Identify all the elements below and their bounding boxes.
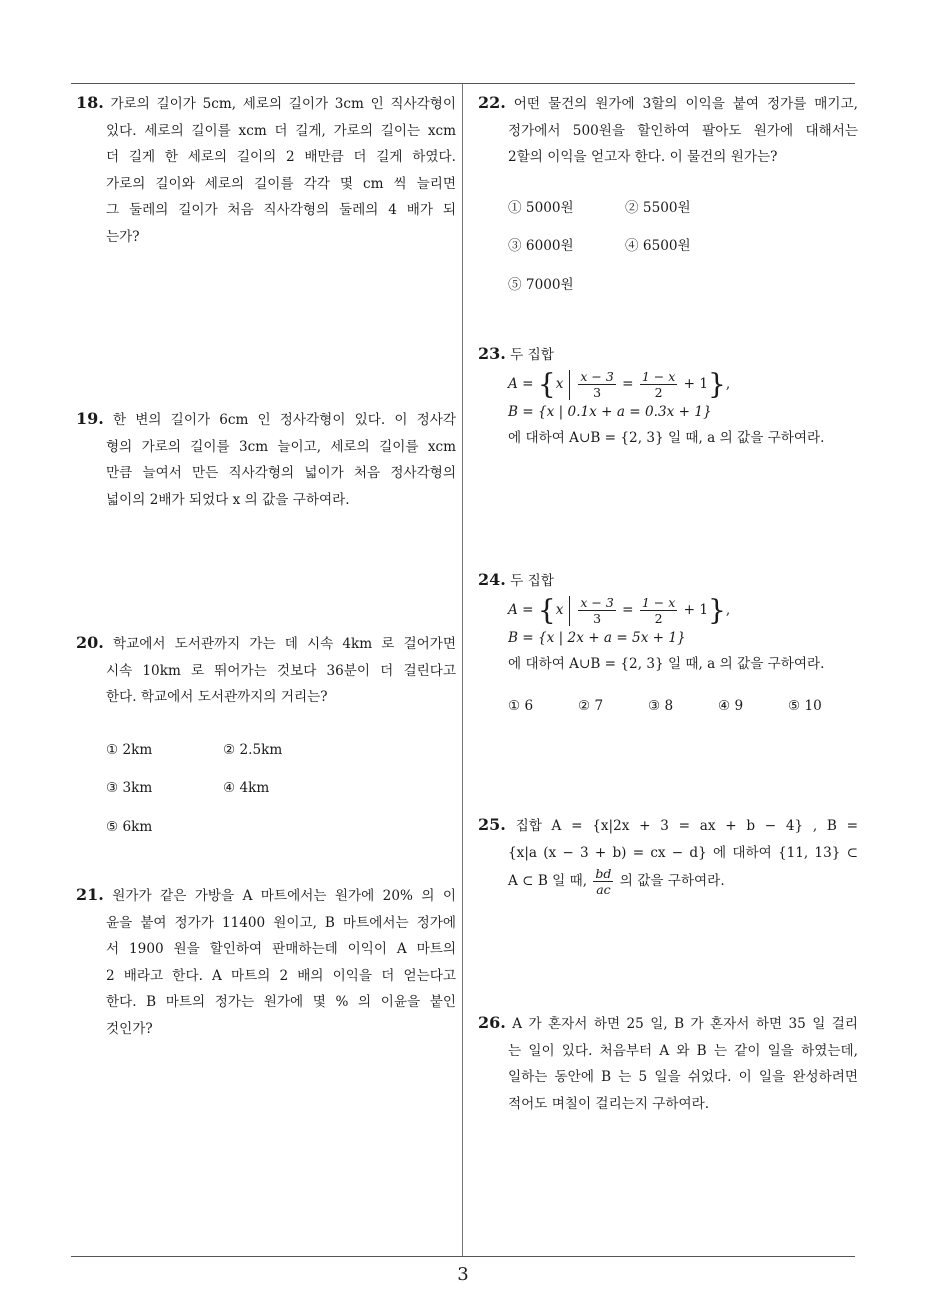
q24-set-a: A = {x $\frac{x - 3}{3}$ = $\frac{1 - x}{2}$ + 1}, — [508, 593, 731, 627]
q18-number: 18. — [76, 93, 104, 112]
q22-line-2: 정가에서 500원을 할인하여 팔아도 원가에 대해서는 — [508, 122, 858, 139]
q25-line-1: 25. 집합 A = {x|2x + 3 = ax + b − 4} , B = — [478, 815, 859, 834]
question-22 — [478, 90, 858, 298]
question-18 — [76, 90, 456, 250]
q22-number: 22. — [478, 93, 506, 112]
question-20 — [76, 630, 456, 840]
q19-line-3: 만큼 늘여서 만든 직사각형의 넓이가 처음 정사각형의 — [106, 465, 456, 481]
q21-line-3: 서 1900 원을 할인하여 판매하는데 이익이 A 마트의 — [106, 941, 456, 957]
q19-line-1: 19. 한 변의 길이가 6cm 인 정사각형이 있다. 이 정사각 — [76, 409, 456, 428]
q20-option-1[interactable]: ① 2km — [106, 741, 153, 758]
question-19 — [76, 406, 456, 513]
question-26 — [478, 1010, 858, 1117]
q21-number: 21. — [76, 885, 104, 904]
q18-line-5: 그 둘레의 길이가 처음 직사각형의 둘레의 4 배가 되 — [106, 202, 456, 218]
q20-option-4[interactable]: ④ 4km — [223, 780, 270, 796]
q18-line-2: 있다. 세로의 길이를 xcm 더 길게, 가로의 길이는 xcm — [106, 122, 456, 139]
q26-line-4: 적어도 며칠이 걸리는지 구하여라. — [508, 1095, 710, 1112]
question-25 — [478, 812, 858, 897]
q26-line-2: 는 일이 있다. 처음부터 A 와 B 는 같이 일을 하였는데, — [508, 1042, 858, 1059]
q20-option-2[interactable]: ② 2.5km — [223, 741, 283, 758]
q18-line-3: 더 길게 한 세로의 길이의 2 배만큼 더 길게 하였다. — [106, 149, 456, 165]
q22-option-4[interactable]: ④ 6500원 — [625, 238, 691, 254]
q22-line-1: 22. 어떤 물건의 원가에 3할의 이익을 붙여 정가를 매기고, — [478, 93, 858, 112]
q23-number: 23. — [478, 344, 506, 363]
q23-fraction-1: $\frac{x - 3}{3}$ — [580, 369, 614, 400]
q22-option-5[interactable]: ⑤ 7000원 — [508, 276, 574, 293]
q21-line-6: 것인가? — [106, 1020, 153, 1037]
q20-option-5[interactable]: ⑤ 6km — [106, 818, 153, 835]
q24-option-3[interactable]: ③ 8 — [648, 698, 674, 714]
q25-line-3: A ⊂ B 일 때, $\frac{bd}{ac}$ 의 값을 구하여라. — [508, 866, 725, 897]
q20-option-3[interactable]: ③ 3km — [106, 780, 153, 796]
q22-option-1[interactable]: ① 5000원 — [508, 199, 574, 216]
q26-line-1: 26. A 가 혼자서 하면 25 일, B 가 혼자서 하면 35 일 걸리 — [478, 1013, 858, 1032]
q18-line-1: 18. 가로의 길이가 5cm, 세로의 길이가 3cm 인 직사각형이 — [76, 93, 456, 112]
bottom-rule — [71, 1256, 855, 1257]
q25-number: 25. — [478, 815, 506, 834]
q24-number: 24. — [478, 570, 506, 589]
q24-options — [478, 693, 862, 720]
q24-option-1[interactable]: ① 6 — [508, 698, 534, 714]
q21-line-1: 21. 원가가 같은 가방을 A 마트에서는 원가에 20% 의 이 — [76, 885, 456, 904]
q24-option-4[interactable]: ④ 9 — [718, 698, 744, 714]
q26-number: 26. — [478, 1013, 506, 1032]
q21-line-5: 한다. B 마트의 정가는 원가에 몇 % 의 이윤을 붙인 — [106, 994, 456, 1010]
q21-line-4: 2 배라고 한다. A 마트의 2 배의 이익을 더 얻는다고 — [106, 967, 456, 984]
column-divider — [462, 84, 463, 1256]
q23-set-b: B = {x | 0.1x + a = 0.3x + 1} — [508, 404, 712, 420]
q20-line-3: 한다. 학교에서 도서관까지의 거리는? — [106, 689, 328, 705]
q22-line-3: 2할의 이익을 얻고자 한다. 이 물건의 원가는? — [508, 149, 778, 165]
q24-fraction-2: $\frac{1 - x}{2}$ — [641, 595, 676, 626]
q19-line-4: 넓이의 2배가 되었다 x 의 값을 구하여라. — [106, 491, 350, 508]
q26-line-3: 일하는 동안에 B 는 5 일을 쉬었다. 이 일을 완성하려면 — [508, 1069, 858, 1085]
q24-condition: 에 대하여 A∪B = {2, 3} 일 때, a 의 값을 구하여라. — [508, 656, 825, 672]
q24-option-5[interactable]: ⑤ 10 — [788, 698, 822, 714]
q19-number: 19. — [76, 409, 104, 428]
question-21 — [76, 882, 456, 1042]
top-rule — [71, 83, 855, 84]
q23-set-a: A = {x $\frac{x - 3}{3}$ = $\frac{1 - x}{2}$ + 1}, — [508, 367, 731, 401]
q22-option-3[interactable]: ③ 6000원 — [508, 238, 574, 254]
page-number: 3 — [457, 1264, 469, 1285]
q23-intro-line: 23. 두 집합 — [478, 344, 554, 363]
q18-line-4: 가로의 길이와 세로의 길이를 각각 몇 cm 씩 늘리면 — [106, 175, 456, 192]
q23-fraction-2: $\frac{1 - x}{2}$ — [641, 369, 676, 400]
q25-line-2: {x|a (x − 3 + b) = cx − d} 에 대하여 {11, 13} ⊂ — [508, 844, 858, 861]
q20-line-2: 시속 10km 로 뛰어가는 것보다 36분이 더 걸린다고 — [106, 662, 456, 679]
q18-line-6: 는가? — [106, 228, 140, 245]
q21-line-2: 윤을 붙여 정가가 11400 원이고, B 마트에서는 정가에 — [106, 914, 456, 931]
q24-set-b: B = {x | 2x + a = 5x + 1} — [508, 630, 686, 646]
q20-line-1: 20. 학교에서 도서관까지 가는 데 시속 4km 로 걸어가면 — [76, 633, 456, 652]
q24-option-2[interactable]: ② 7 — [578, 698, 604, 714]
q23-condition: 에 대하여 A∪B = {2, 3} 일 때, a 의 값을 구하여라. — [508, 430, 825, 446]
q19-line-2: 형의 가로의 길이를 3cm 늘이고, 세로의 길이를 xcm — [106, 438, 456, 455]
q20-number: 20. — [76, 633, 104, 652]
question-24 — [478, 568, 862, 720]
q25-fraction: $\frac{bd}{ac}$ — [595, 866, 612, 897]
q20-options — [76, 737, 456, 841]
q22-options — [478, 195, 858, 299]
q22-option-2[interactable]: ② 5500원 — [625, 199, 691, 216]
q24-intro-line: 24. 두 집합 — [478, 570, 554, 589]
q24-fraction-1: $\frac{x - 3}{3}$ — [580, 595, 614, 626]
question-23 — [478, 342, 862, 453]
